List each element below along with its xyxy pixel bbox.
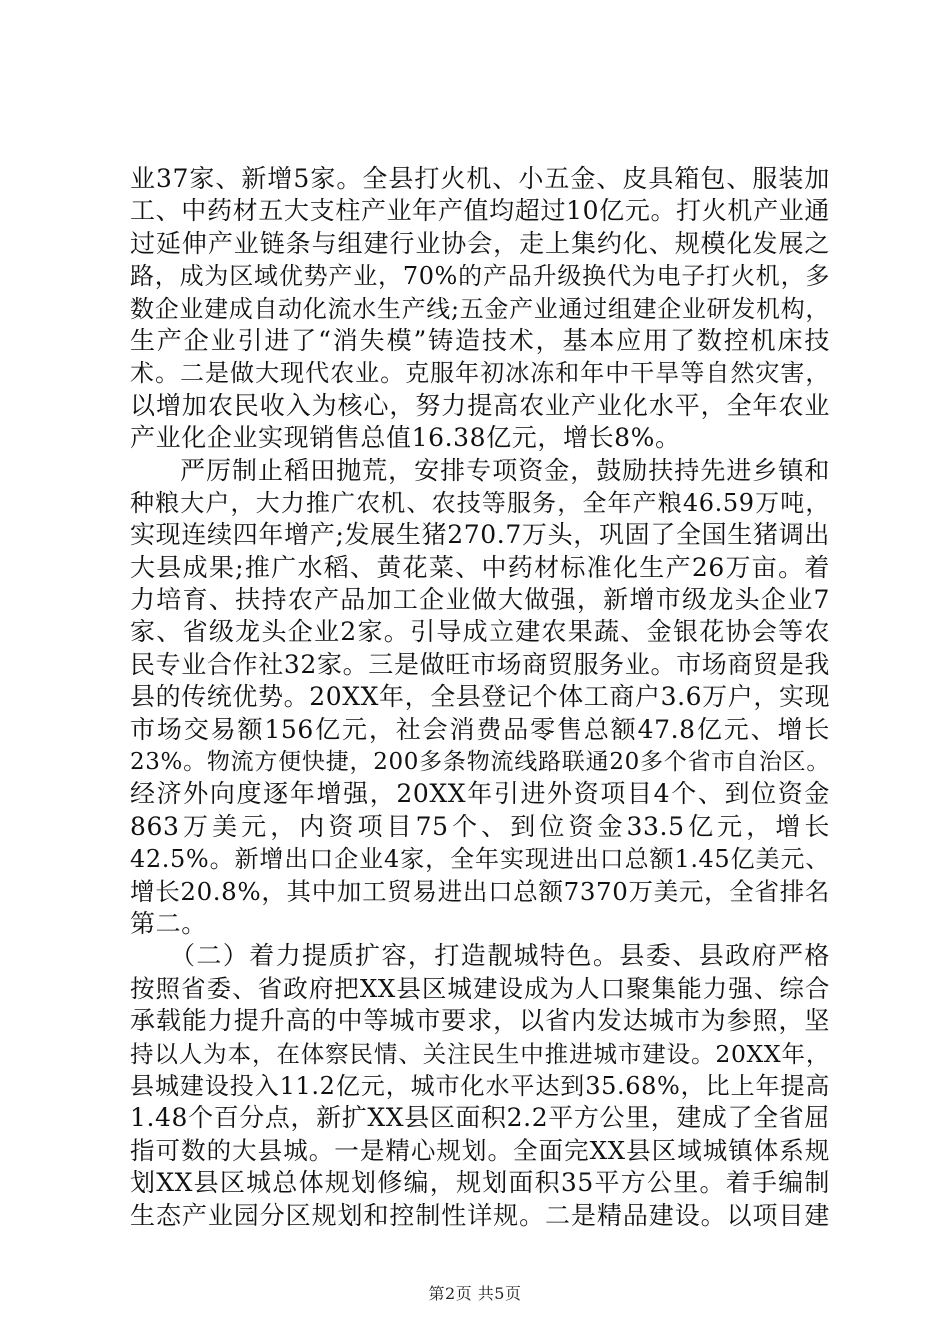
text-line: 增长20.8%，其中加工贸易进出口总额7370万美元，全省排名	[130, 876, 830, 906]
paragraph-first-line: 严厉制止稻田抛荒，安排专项资金，鼓励扶持先进乡镇和	[180, 455, 830, 485]
text-line: 工、中药材五大支柱产业年产值均超过10亿元。打火机产业通	[130, 196, 830, 226]
text-line: 生态产业园分区规划和控制性详规。二是精品建设。以项目建	[130, 1200, 830, 1230]
text-line: 过延伸产业链条与组建行业协会，走上集约化、规模化发展之	[130, 228, 830, 258]
text-line: 42.5%。新增出口企业4家，全年实现进出口总额1.45亿美元、	[130, 845, 830, 874]
page-number-footer: 第2页 共5页	[428, 1284, 522, 1303]
text-line: 路，成为区域优势产业，70%的产品升级换代为电子打火机，多	[130, 262, 830, 291]
text-line: 第二。	[130, 908, 207, 938]
text-line: 术。二是做大现代农业。克服年初冰冻和年中干旱等自然灾害，	[130, 359, 830, 388]
text-line: 承载能力提升高的中等城市要求，以省内发达城市为参照，坚	[130, 1006, 830, 1036]
text-line: 县的传统优势。20XX年，全县登记个体工商户3.6万户，实现	[130, 682, 831, 712]
text-line: 大县成果;推广水稻、黄花菜、中药材标准化生产26万亩。着	[130, 552, 830, 582]
text-line: 以增加农民收入为核心，努力提高农业产业化水平，全年农业	[130, 390, 830, 420]
document-body	[130, 163, 830, 1232]
text-line: 数企业建成自动化流水生产线;五金产业通过组建企业研发机构，	[130, 294, 830, 323]
text-line: 产业化企业实现销售总值16.38亿元，增长8%。	[130, 423, 681, 453]
text-line: 生产企业引进了“消失模”铸造技术，基本应用了数控机床技	[130, 325, 830, 355]
text-line: 1.48个百分点，新扩XX县区面积2.2平方公里，建成了全省屈	[130, 1103, 830, 1133]
text-line: 实现连续四年增产;发展生猪270.7万头，巩固了全国生猪调出	[130, 520, 830, 550]
text-line: 23%。物流方便快捷，200多条物流线路联通20多个省市自治区。	[130, 749, 830, 776]
text-line: 县城建设投入11.2亿元，城市化水平达到35.68%，比上年提高	[130, 1071, 830, 1100]
text-line: 按照省委、省政府把XX县区城建设成为人口聚集能力强、综合	[130, 973, 830, 1003]
text-line: 指可数的大县城。一是精心规划。全面完XX县区域城镇体系规	[130, 1135, 830, 1165]
text-line: 持以人为本，在体察民情、关注民生中推进城市建设。20XX年，	[130, 1039, 830, 1068]
text-line: 种粮大户，大力推广农机、农技等服务，全年产粮46.59万吨，	[130, 488, 830, 517]
text-line: 力培育、扶持农产品加工企业做大做强，新增市级龙头企业7	[130, 585, 830, 615]
text-line: 市场交易额156亿元，社会消费品零售总额47.8亿元、增长	[130, 714, 830, 744]
text-line: 863万美元，内资项目75个、到位资金33.5亿元，增长	[130, 811, 830, 841]
text-line: 划XX县区城总体规划修编，规划面积35平方公里。着手编制	[130, 1168, 830, 1198]
text-line: 业37家、新增5家。全县打火机、小五金、皮具箱包、服装加	[130, 164, 830, 193]
text-line: 家、省级龙头企业2家。引导成立建农果蔬、金银花协会等农	[130, 617, 830, 647]
text-line: 民专业合作社32家。三是做旺市场商贸服务业。市场商贸是我	[130, 649, 830, 679]
text-line: 经济外向度逐年增强，20XX年引进外资项目4个、到位资金	[130, 779, 830, 809]
paragraph-first-line: （二）着力提质扩容，打造靓城特色。县委、县政府严格	[170, 941, 830, 971]
